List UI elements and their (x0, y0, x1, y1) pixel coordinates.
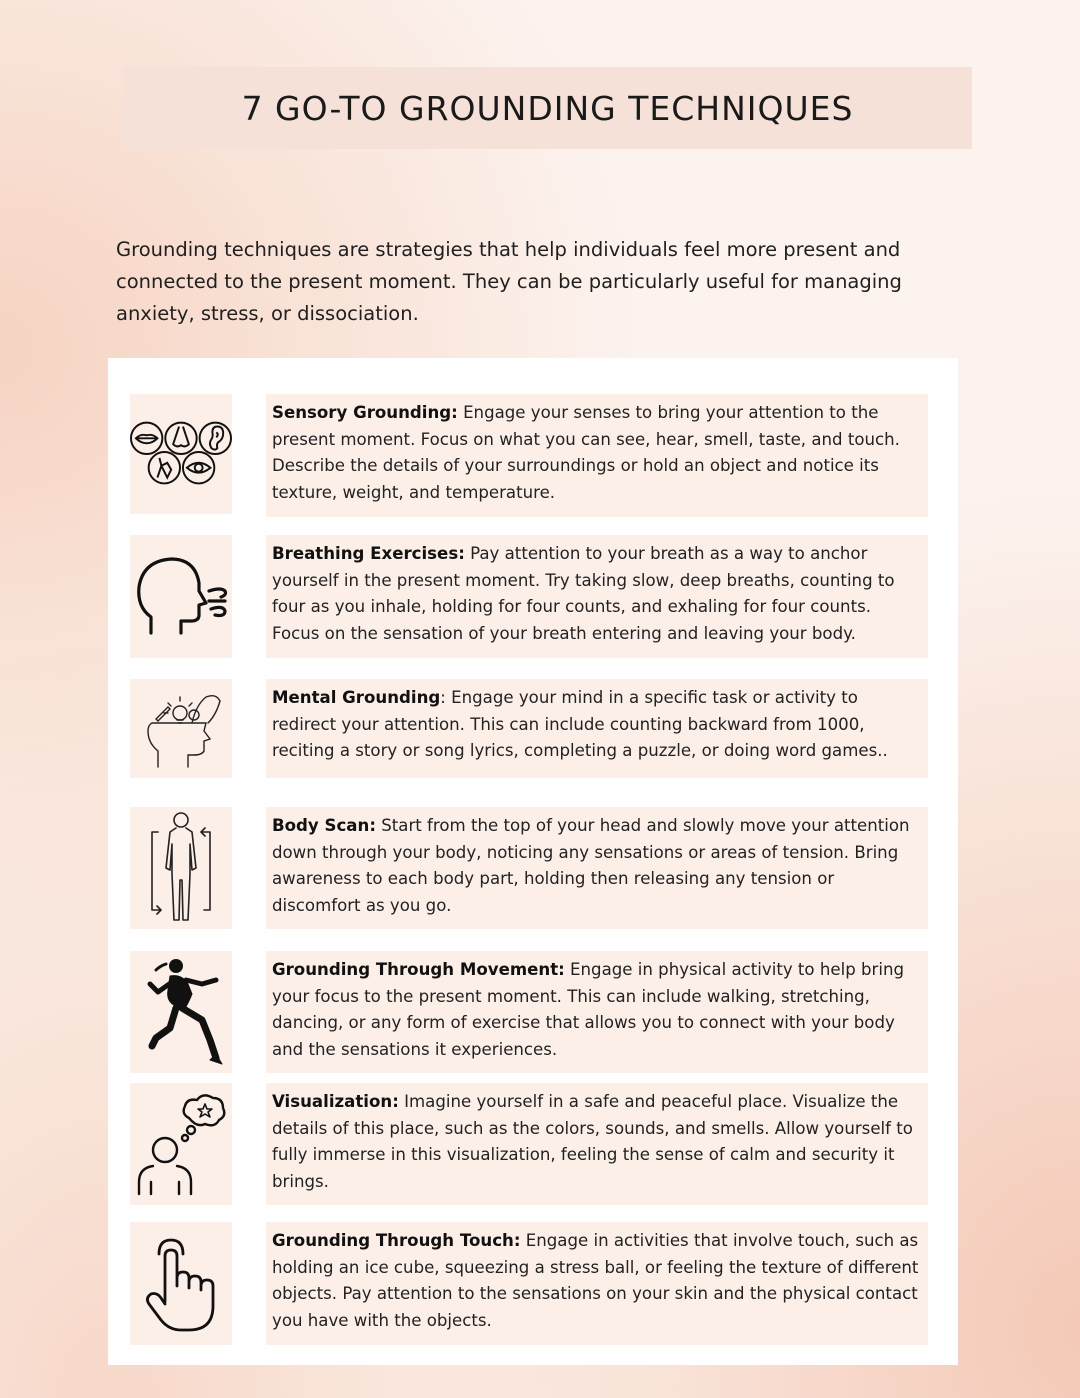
technique-sensory-grounding (266, 394, 928, 517)
technique-heading: Breathing Exercises: (272, 544, 465, 563)
technique-heading: Grounding Through Touch: (272, 1231, 521, 1250)
head-breathing-icon (130, 535, 232, 658)
runner-icon (130, 951, 232, 1073)
title-banner (123, 67, 972, 149)
technique-body: Imagine yourself in a safe and peaceful place. Visualize the details of this place, such as the colors, sounds, and smells. Allow yourself to fully immerse in this visualization, feeling the sense of calm and security it brings. (272, 1092, 913, 1191)
technique-heading: Body Scan: (272, 816, 376, 835)
technique-body: : Engage your mind in a specific task or activity to redirect your attention. This can include counting backward from 1000, reciting a story or song lyrics, completing a puzzle, or doing word games.. (272, 688, 888, 761)
technique-body: Engage in physical activity to help bring your focus to the present moment. This can include walking, stretching, dancing, or any form of exercise that allows you to connect with your body and the sensations it experiences. (272, 960, 905, 1059)
thinking-person-icon (130, 1083, 232, 1205)
technique-grounding-through-touch (266, 1222, 928, 1345)
technique-visualization (266, 1083, 928, 1205)
technique-heading: Grounding Through Movement: (272, 960, 565, 979)
technique-heading: Visualization: (272, 1092, 399, 1111)
technique-mental-grounding (266, 679, 928, 778)
technique-body-scan (266, 807, 928, 929)
technique-heading: Mental Grounding (272, 688, 441, 707)
page-title: 7 GO-TO GROUNDING TECHNIQUES (241, 88, 854, 128)
technique-breathing-exercises (266, 535, 928, 658)
technique-body: Engage in activities that involve touch, such as holding an ice cube, squeezing a stress ball, or feeling the texture of different objects. Pay attention to the sensations on your skin and the physical contact you have with the objects. (272, 1231, 919, 1330)
technique-body: Engage your senses to bring your attention to the present moment. Focus on what you can see, hear, smell, taste, and touch. Describe the details of your surroundings or hold an object and notice its texture, weight, and temperature. (272, 403, 900, 502)
five-senses-icon (130, 394, 232, 514)
intro-paragraph: Grounding techniques are strategies that help individuals feel more present and connected to the present moment. They can be particularly useful for managing anxiety, stress, or dissociation. (116, 238, 902, 325)
body-scan-icon (130, 807, 232, 929)
technique-grounding-through-movement (266, 951, 928, 1073)
pointing-hand-icon (130, 1222, 232, 1345)
technique-heading: Sensory Grounding: (272, 403, 458, 422)
technique-body: Start from the top of your head and slowly move your attention down through your body, noticing any sensations or areas of tension. Bring awareness to each body part, holding then releasing any tension or discomfort as you go. (272, 816, 910, 915)
open-mind-icon (130, 679, 232, 778)
technique-body: Pay attention to your breath as a way to anchor yourself in the present moment. Try taking slow, deep breaths, counting to four as you inhale, holding for four counts, and exhaling for four counts. Focus on the sensation of your breath entering and leaving your body. (272, 544, 895, 643)
